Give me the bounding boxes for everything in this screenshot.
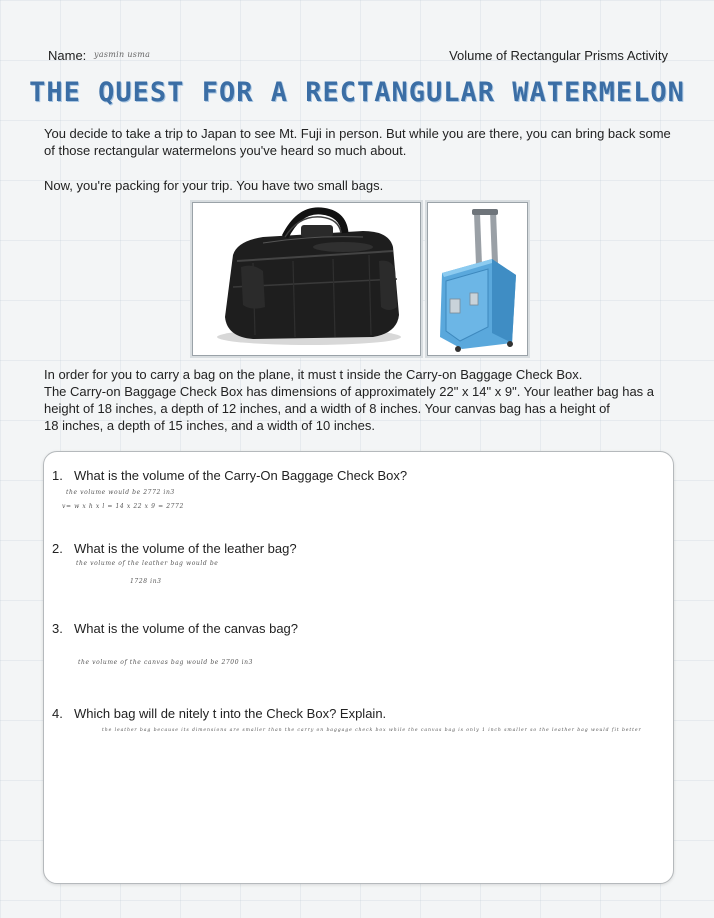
question-text: Which bag will de nitely t into the Check Box? Explain.: [74, 706, 387, 721]
answer-2-line-1: the volume of the leather bag would be: [76, 560, 219, 567]
answer-3-line-1: the volume of the canvas bag would be 2700 in3: [78, 659, 254, 666]
document-subject: Volume of Rectangular Prisms Activity: [449, 48, 668, 63]
canvas-bag-photo: [427, 202, 528, 356]
leather-bag-photo: [192, 202, 421, 356]
answer-1-line-1: the volume would be 2772 in3: [66, 489, 175, 496]
name-label: Name:: [48, 48, 87, 63]
question-text: What is the volume of the leather bag?: [74, 541, 297, 556]
question-number: 2.: [52, 541, 63, 556]
rules-line-2: The Carry-on Baggage Check Box has dimensions of approximately 22" x 14" x 9". Your leather bag has a: [44, 384, 655, 399]
answer-4-line-1: the leather bag because its dimensions are smaller than the carry on baggage check box while the canvas bag is only 1 inch smaller so the leather bag would fit better: [102, 728, 642, 733]
question-1: [52, 468, 407, 483]
intro-paragraph: You decide to take a trip to Japan to see Mt. Fuji in person. But while you are there, you can bring back some of those rectangular watermelons you've heard so much about.: [44, 126, 671, 158]
student-name-handwriting: yasmin usma: [94, 50, 151, 59]
question-text: What is the volume of the canvas bag?: [74, 621, 299, 636]
question-2: [52, 541, 297, 556]
packing-paragraph: Now, you're packing for your trip. You have two small bags.: [44, 178, 384, 193]
question-text: What is the volume of the Carry-On Baggage Check Box?: [74, 468, 408, 483]
question-4: [52, 706, 386, 721]
leather-duffel-bag-icon: [193, 203, 420, 355]
question-number: 1.: [52, 468, 63, 483]
question-3: [52, 621, 298, 636]
blue-rolling-suitcase-icon: [428, 203, 527, 355]
question-number: 3.: [52, 621, 63, 636]
page-title: THE QUEST FOR A RECTANGULAR WATERMELON: [29, 77, 685, 108]
rules-paragraph: [44, 366, 684, 434]
rules-line-3: height of 18 inches, a depth of 12 inches, and a width of 8 inches. Your canvas bag has a height of: [44, 401, 610, 416]
rules-line-4: 18 inches, a depth of 15 inches, and a width of 10 inches.: [44, 418, 376, 433]
question-number: 4.: [52, 706, 63, 721]
answer-1-line-2: v= w x h x l = 14 x 22 x 9 = 2772: [62, 503, 184, 510]
rules-line-1: In order for you to carry a bag on the plane, it must t inside the Carry-on Baggage Check Box.: [44, 367, 583, 382]
questions-box: [43, 451, 674, 884]
answer-2-line-2: 1728 in3: [130, 578, 162, 585]
